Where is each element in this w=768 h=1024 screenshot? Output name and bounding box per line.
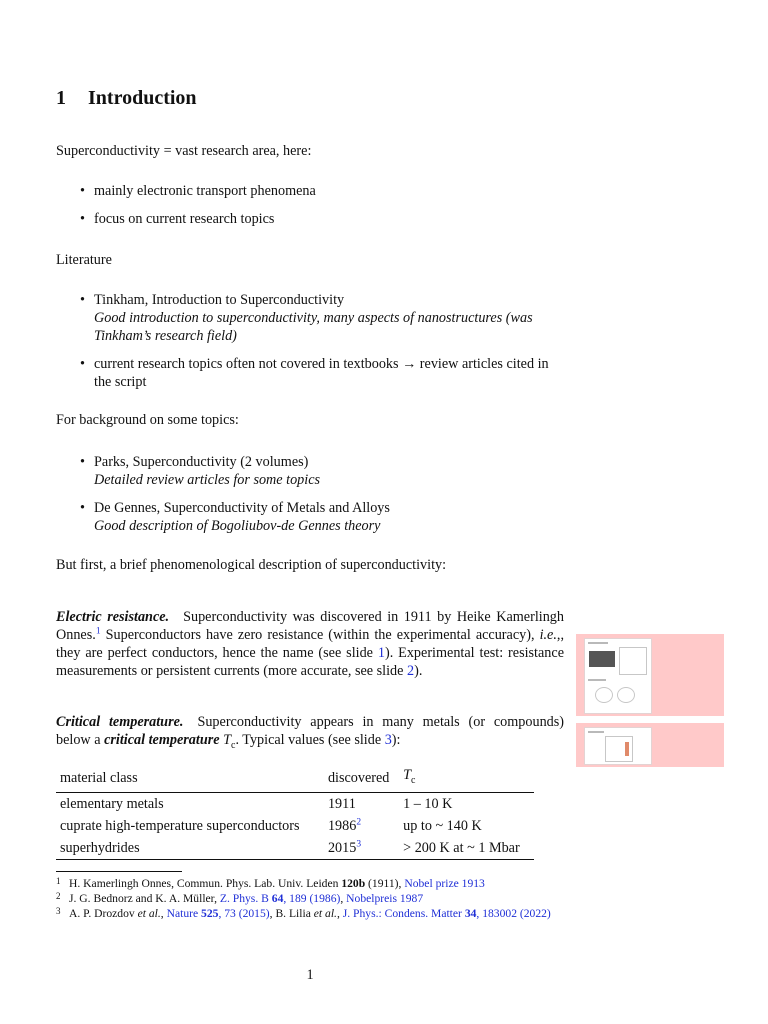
- page-number: 1: [306, 967, 314, 983]
- list-item: • De Gennes, Superconductivity of Metals and Alloys Good description of Bogoliubov-de Gennes theory: [80, 500, 390, 534]
- paragraph-runin: Critical temperature.: [56, 714, 184, 730]
- footnote-2: 2 J. G. Bednorz and K. A. Müller, Z. Phys. B 64, 189 (1986), Nobelpreis 1987: [56, 891, 424, 905]
- jphys-link[interactable]: J. Phys.: Condens. Matter 34, 183002 (2022): [342, 907, 551, 920]
- footnote-3: 3 A. P. Drozdov et al., Nature 525, 73 (2015), B. Lilia et al., J. Phys.: Condens. Matter 34, 183002 (2022): [56, 906, 551, 920]
- focus-list: [56, 182, 564, 228]
- footnotes: [56, 876, 568, 921]
- list-item: • current research topics often not covered in textbooks → review articles cited in the script: [80, 356, 549, 390]
- background-heading: For background on some topics:: [56, 412, 239, 428]
- literature-list: [56, 291, 564, 391]
- footnote-ref-3[interactable]: 3: [356, 839, 362, 850]
- resistance-paragraph: Electric resistance. Superconductivity was discovered in 1911 by Heike Kamerlingh Onnes.$^1$ Superconductors have zero resistance (within the experimental accuracy), i.e.,, they are perfect conductors, hence the name (see slide 1). Experimental test: resistance measurements or persistent currents (more accurate, see slide 2).: [56, 609, 564, 679]
- slide-link-1[interactable]: 1: [377, 645, 385, 661]
- zphys-link[interactable]: Z. Phys. B 64, 189 (1986): [219, 892, 341, 905]
- literature-heading: Literature: [56, 252, 112, 268]
- section-title: Introduction: [88, 87, 197, 109]
- slide-image: [584, 727, 652, 765]
- footnote-ref-1[interactable]: 1: [95, 626, 101, 637]
- nature-link[interactable]: Nature 525, 73 (2015): [166, 907, 270, 920]
- table-header-row: [56, 764, 534, 792]
- list-item: • Tinkham, Introduction to Superconductivity Good introduction to superconductivity, many aspects of nanostructures (was Tinkham’s research field): [80, 292, 533, 344]
- list-item: • focus on current research topics: [80, 211, 275, 227]
- table-row: cuprate high-temperature superconductors 1986$^2$ up to ~ 140 K: [60, 817, 482, 834]
- table-row: elementary metals 1911 1 – 10 K: [60, 795, 453, 812]
- slide-thumbnail-1[interactable]: [576, 634, 724, 716]
- nobelpreis-link[interactable]: Nobelpreis 1987: [346, 892, 424, 905]
- background-list: [56, 453, 564, 535]
- section-heading: [56, 86, 197, 110]
- intro-line: Superconductivity = vast research area, here:: [56, 143, 312, 159]
- nobel-prize-link[interactable]: Nobel prize 1913: [404, 877, 485, 890]
- slide-link-3[interactable]: 3: [384, 732, 392, 748]
- brief-line: But first, a brief phenomenological description of superconductivity:: [56, 557, 447, 573]
- column-header: $T_c$: [403, 767, 416, 786]
- column-header: material class: [60, 769, 138, 786]
- paragraph-runin: Electric resistance.: [56, 609, 170, 625]
- table-row: superhydrides 2015$^3$ > 200 K at ~ 1 Mbar: [60, 839, 520, 856]
- footnote-ref-2[interactable]: 2: [356, 817, 362, 828]
- list-item: • mainly electronic transport phenomena: [80, 183, 316, 199]
- slide-image: [584, 638, 652, 714]
- critical-temperature-table: [56, 764, 534, 860]
- slide-thumbnail-2[interactable]: [576, 723, 724, 767]
- column-header: discovered: [327, 769, 390, 786]
- critical-paragraph: Critical temperature. Superconductivity appears in many metals (or compounds) below a critical temperature $T_c$. Typical values (see slide 3):: [56, 714, 565, 751]
- footnote-rule: [56, 871, 182, 872]
- list-item: • Parks, Superconductivity (2 volumes) Detailed review articles for some topics: [80, 454, 321, 488]
- section-number: 1: [56, 87, 66, 109]
- slide-link-2[interactable]: 2: [407, 663, 415, 679]
- footnote-1: 1 H. Kamerlingh Onnes, Commun. Phys. Lab. Univ. Leiden 120b (1911), Nobel prize 1913: [56, 876, 485, 890]
